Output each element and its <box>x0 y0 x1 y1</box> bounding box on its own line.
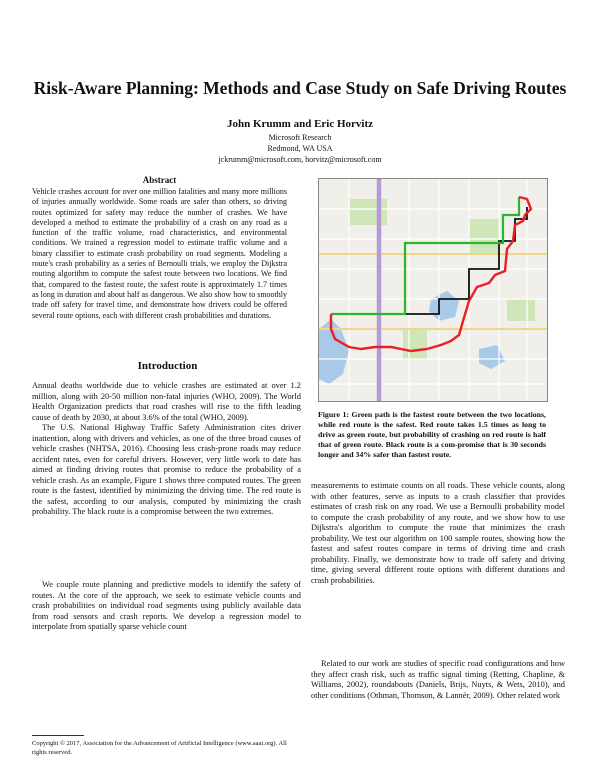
map-park <box>349 199 387 225</box>
paper-title: Risk-Aware Planning: Methods and Case Study on Safe Driving Routes <box>33 78 567 98</box>
map-park-4 <box>507 299 535 321</box>
intro-heading: Introduction <box>137 360 198 372</box>
copyright-footnote: Copyright © 2017, Association for the Advancement of Artificial Intelligence (www.aaai.org). All rights reserved. <box>32 740 287 756</box>
right-column-paragraph-1: measurements to estimate counts on all roads. These vehicle counts, along with other features, serve as inputs to a crash classifier that provides estimates of crash risk on any road. We use a Bernoulli probability model to compute the crash probability of any route, and we show how to use Dijkstra's algorithm to compute the route that minimizes the crash probability. We test our algorithm on 100 sample routes, showing how the fastest and safest routes compare in terms of driving time and crash probability. Finally, we demonstrate how to trade off safety and driving time, giving several different route options with different durations and crash probabilities. <box>311 481 565 585</box>
intro-paragraph-1: Annual deaths worldwide due to vehicle crashes are estimated at over 1.2 million, along with 20-50 million non-fatal injuries (WHO, 2009). The World Health Organization predicts that road crashes will rise to the fifth leading cause of death by 2030, at about 3.6% of the total (WHO, 2009). <box>32 381 301 422</box>
figure-1-caption: Figure 1: Green path is the fastest route between the two locations, while red route is the safest. Red route takes 1.5 times as long to drive as green route, but probability of crashing on red route is half that of green route. Black route is a com-promise that is 30 seconds longer and 34% safer than fastest route. <box>318 410 546 459</box>
abstract-text: Vehicle crashes account for over one million fatalities and many more millions of injuries annually worldwide. Some roads are safer than others, so driving routes optimized for safety may reduce the number of crashes. We have developed a method to estimate the probability of a crash on any road as a function of the traffic volume, road characteristics, and environmental conditions. We trained a regression model to estimate traffic volume and a binary classifier to estimate crash probability on road segments. Modeling a route's crash probability as a series of Bernoulli trials, we employ the Dijkstra routing algorithm to compute the safest route between two locations. We find that, compared to the fastest route, the safest route is approximately 1.7 times as long in duration and about half as dangerous. We also show how to smoothly trade off safety for travel time, and demonstrate how drivers could be offered several route options, each with different crash probabilities and durations. <box>32 187 287 320</box>
abstract-heading: Abstract <box>142 175 177 185</box>
map-park-2 <box>469 219 499 253</box>
intro-paragraph-3: We couple route planning and predictive models to identify the safety of routes. At the core of the approach, we seek to estimate vehicle counts and crash probabilities on individual road segments using publicly available data from road sensors and crash reports. We develop a regression model to interpolate from spatially sparse vehicle count <box>32 580 301 631</box>
affiliation: Microsoft Research <box>268 133 332 142</box>
figure-1-map <box>318 178 548 402</box>
footnote-rule <box>32 735 84 736</box>
route-map-svg <box>319 179 547 401</box>
right-column-paragraph-2: Related to our work are studies of specific road configurations and how they affect crash risk, such as traffic signal timing (Retting, Chapline, & Williams, 2002), roundabouts (Daniels, Brijs, Nuyts, & Wets, 2010), and other conditions (Othman, Thomson, & Lannér, 2009). Other related work <box>311 659 565 700</box>
intro-paragraph-2: The U.S. National Highway Traffic Safety Administration cites driver inattention, along with drivers and vehicles, as one of the three broad causes of vehicle crashes (NHTSA, 2016). Choosing less crash-prone roads may reduce accident rates, even for careful drivers. However, very little work to date has aimed at finding driving routes that promise to reduce the probability of a vehicle crash. As an example, Figure 1 shows three computed routes. The green route is the fastest, identified by minimizing the driving time. The red route is the safest, according to our analysis, computed by minimizing the crash probability. The black route is a compromise between the two extremes. <box>32 423 301 516</box>
paper-authors: John Krumm and Eric Horvitz <box>226 118 374 130</box>
emails: jckrumm@microsoft.com, horvitz@microsoft.com <box>218 155 382 164</box>
location: Redmond, WA USA <box>267 144 333 153</box>
map-park-3 <box>403 329 427 359</box>
